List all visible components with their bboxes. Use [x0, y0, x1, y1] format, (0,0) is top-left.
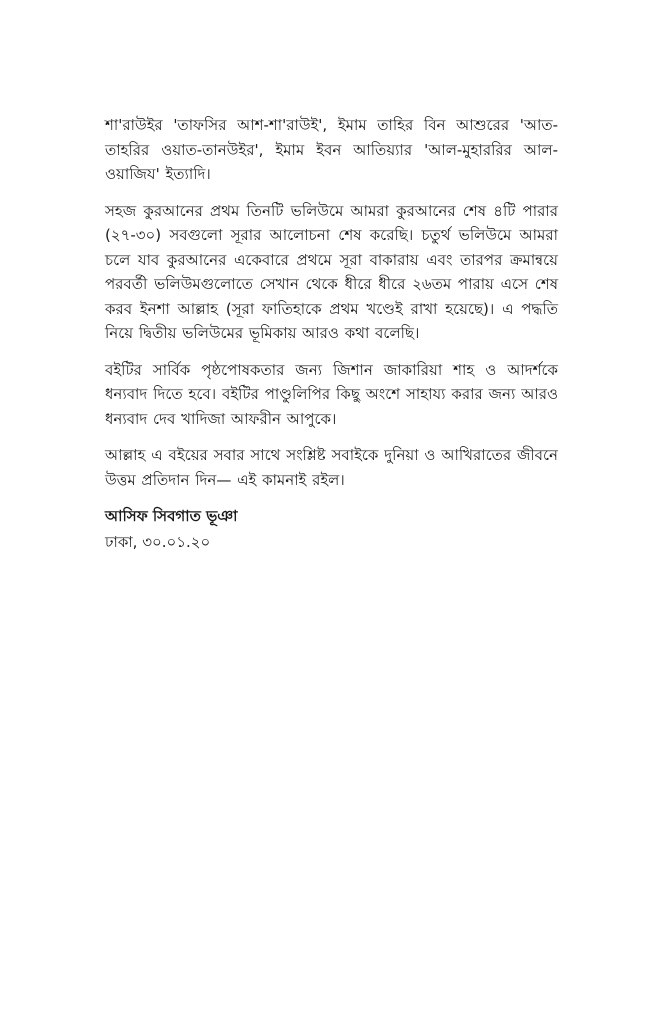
paragraph-closing-prayer: আল্লাহ এ বইয়ের সবার সাথে সংশ্লিষ্ট সবাইকে দুনিয়া ও আখিরাতের জীবনে উত্তম প্রতিদান দিন— এই কামনাই রইল। [105, 446, 558, 489]
author-name: আসিফ সিবগাত ভূঞা [105, 507, 238, 525]
paragraph-acknowledgements: বইটির সার্বিক পৃষ্ঠপোষকতার জন্য জিশান জাকারিয়া শাহ ও আদর্শকে ধন্যবাদ দিতে হবে। বইটির পাণ্ডুলিপির কিছু অংশে সাহায্য করার জন্য আরও ধন্যবাদ দেব খাদিজা আফরীন আপুকে। [105, 360, 558, 428]
paragraph-volume-plan: সহজ কুরআনের প্রথম তিনটি ভলিউমে আমরা কুরআনের শেষ ৪টি পারার (২৭-৩০) সবগুলো সূরার আলোচনা শেষ করেছি। চতুর্থ ভলিউমে আমরা চলে যাব কুরআনের একেবারে প্রথমে সূরা বাকারায় এবং তারপর ক্রমান্বয়ে পরবর্তী ভলিউমগুলোতে সেখান থেকে ধীরে ধীরে ২৬তম পারায় এসে শেষ করব ইনশা আল্লাহ (সূরা ফাতিহাকে প্রথম খণ্ডেই রাখা হয়েছে)। এ পদ্ধতি নিয়ে দ্বিতীয় ভলিউমের ভূমিকায় আরও কথা বলেছি। [105, 201, 558, 342]
signature-block [105, 504, 558, 554]
place-date: ঢাকা, ৩০.০১.২০ [105, 533, 211, 551]
document-page [105, 113, 558, 554]
paragraph-tafsir-references: শা'রাউইর 'তাফসির আশ-শা'রাউই', ইমাম তাহির বিন আশুরের 'আত-তাহরির ওয়াত-তানউইর', ইমাম ইবন আতিয়্যার 'আল-মুহাররির আল-ওয়াজিয' ইত্যাদি। [105, 116, 558, 183]
